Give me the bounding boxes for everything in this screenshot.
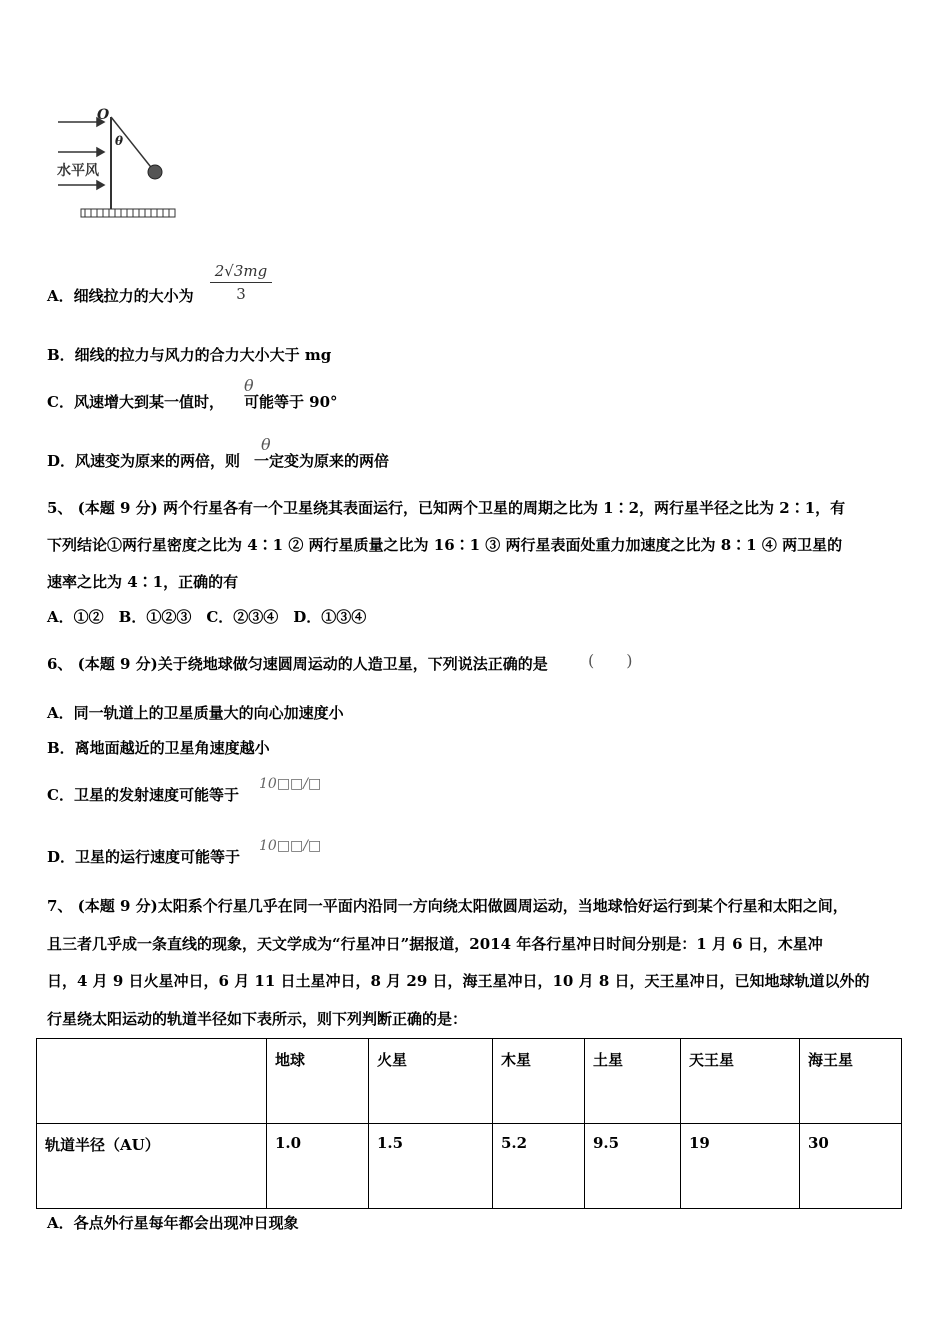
table-cell: 轨道半径（AU）	[37, 1124, 267, 1209]
table-cell: 19	[681, 1124, 800, 1209]
table-cell	[37, 1039, 267, 1124]
q6-option-b: B．离地面越近的卫星角速度越小	[47, 739, 270, 757]
q6-option-c: C．卫星的发射速度可能等于	[47, 786, 239, 804]
q4-option-a-fraction: $\frac{2√3mg}{3}$	[210, 262, 272, 303]
q5-options: A．①② B．①②③ C．②③④ D．①③④	[47, 608, 367, 626]
q6-option-a: A．同一轨道上的卫星质量大的向心加速度小	[47, 704, 344, 722]
wind-label: 水平风	[57, 163, 99, 179]
q6-stem: 6、 (本题 9 分)关于绕地球做匀速圆周运动的人造卫星，下列说法正确的是	[47, 655, 548, 673]
origin-label: O	[97, 107, 110, 123]
table-row	[37, 1124, 902, 1209]
q7-stem-line2: 且三者几乎成一条直线的现象，天文学成为“行星冲日”据报道，2014 年各行星冲日时间分别是：1 月 6 日，木星冲	[47, 935, 823, 953]
q4-option-c: C．风速增大到某一值时， 可能等于 90°	[47, 393, 338, 411]
q6-answer-paren: ( )	[588, 651, 633, 670]
table-cell: 天王星	[681, 1039, 800, 1124]
q4-option-a: A．细线拉力的大小为	[47, 287, 194, 305]
q4-option-d: D．风速变为原来的两倍，则 一定变为原来的两倍	[47, 452, 390, 470]
table-header-row	[37, 1039, 902, 1124]
q4-option-b: B．细线的拉力与风力的合力大小大于 mg	[47, 346, 332, 364]
table-cell: 火星	[369, 1039, 493, 1124]
q5-stem-line2: 下列结论①两行星密度之比为 4∶1 ② 两行星质量之比为 16∶1 ③ 两行星表面处重力加速度之比为 8∶1 ④ 两卫星的	[47, 536, 843, 554]
table-cell: 9.5	[585, 1124, 681, 1209]
table-cell: 1.5	[369, 1124, 493, 1209]
table-cell: 地球	[267, 1039, 369, 1124]
orbit-radius-table	[36, 1038, 902, 1209]
pendulum-figure	[55, 105, 185, 225]
q7-option-a: A．各点外行星每年都会出现冲日现象	[47, 1214, 299, 1232]
table-cell: 5.2	[493, 1124, 585, 1209]
q4-option-c-theta: θ	[244, 376, 254, 395]
ball	[148, 165, 162, 179]
table-cell: 1.0	[267, 1124, 369, 1209]
q7-stem-line3: 日，4 月 9 日火星冲日，6 月 11 日土星冲日，8 月 29 日，海王星冲日，10 月 8 日，天王星冲日，已知地球轨道以外的	[47, 972, 870, 990]
q5-stem-line1: 5、 (本题 9 分) 两个行星各有一个卫星绕其表面运行，已知两个卫星的周期之比为 1∶2，两行星半径之比为 2∶1，有	[47, 499, 846, 517]
table-cell: 海王星	[800, 1039, 902, 1124]
q7-stem-line4: 行星绕太阳运动的轨道半径如下表所示，则下列判断正确的是：	[47, 1010, 468, 1028]
q5-stem-line3: 速率之比为 4∶1，正确的有	[47, 573, 239, 591]
q6-option-d-value: 10□□/□	[259, 838, 322, 854]
q4-option-d-theta: θ	[261, 435, 271, 454]
q6-option-c-value: 10□□/□	[259, 776, 322, 792]
q6-option-d: D．卫星的运行速度可能等于	[47, 848, 241, 866]
table-cell: 木星	[493, 1039, 585, 1124]
table-cell: 土星	[585, 1039, 681, 1124]
ground	[81, 209, 175, 217]
table-cell: 30	[800, 1124, 902, 1209]
angle-label: θ	[115, 134, 124, 148]
q7-stem-line1: 7、 (本题 9 分)太阳系个行星几乎在同一平面内沿同一方向绕太阳做圆周运动，当地球恰好运行到某个行星和太阳之间，	[47, 897, 848, 915]
